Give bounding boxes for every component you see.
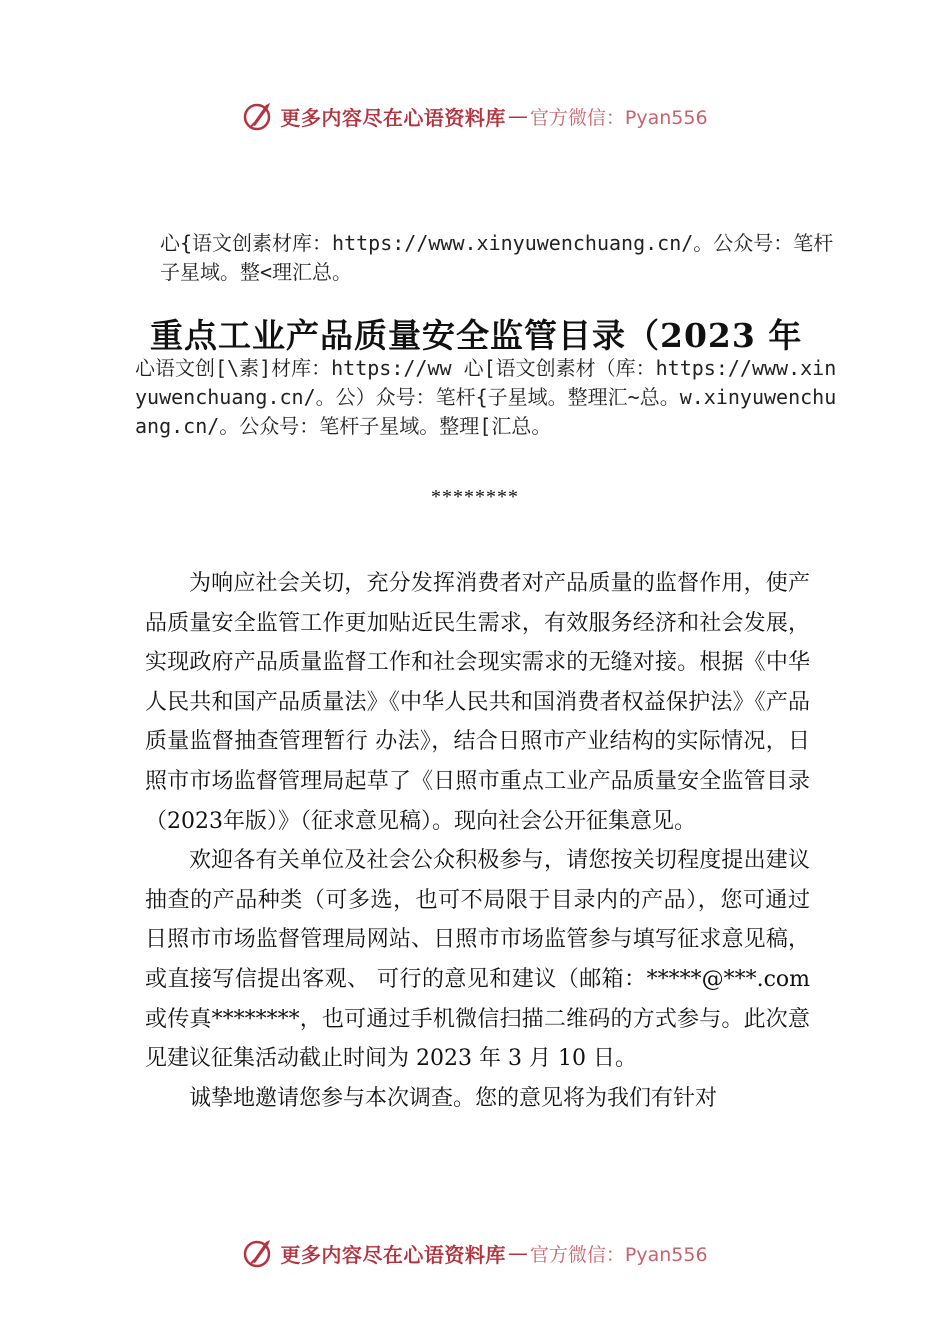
banner-wechat: 官方微信：Pyan556 bbox=[529, 106, 708, 129]
watermark-line-2: 心语文创[\素]材库：https://ww 心[语文创素材（库：https://www.xinyuwenchuang.cn/。公）众号：笔杆{子星域。整理汇~总。w.xinyuwenchuang.cn/。公众号：笔杆子星域。整理[汇总。 bbox=[135, 356, 837, 438]
document-title: 重点工业产品质量安全监管目录（2023 年 bbox=[150, 316, 803, 355]
quill-logo-icon bbox=[242, 99, 276, 133]
watermark-line-1: 心{语文创素材库：https://www.xinyuwenchuang.cn/。公众号：笔杆子星域。整<理汇总。 bbox=[160, 231, 834, 284]
banner-text: 更多内容尽在心语资料库 bbox=[280, 1242, 506, 1267]
banner-dash: — bbox=[507, 104, 528, 128]
paragraph: 欢迎各有关单位及社会公众积极参与，请您按关切程度提出建议抽查的产品种类（可多选，也可不局限于目录内的产品），您可通过日照市市场监督管理局网站、日照市市场监管参与填写征求意见稿，或直接写信提出客观、 可行的意见和建议（邮箱：*****@***.com 或传真********，也可通过手机微信扫描二维码的方式参与。此次意见建议征集活动截止时间为 2023 年 3 月 10 日。 bbox=[145, 848, 810, 1072]
quill-logo-icon bbox=[242, 1236, 276, 1270]
document-body bbox=[145, 564, 810, 1118]
banner-text: 更多内容尽在心语资料库 bbox=[280, 105, 506, 130]
footer-banner bbox=[0, 1233, 950, 1273]
paragraph: 诚挚地邀请您参与本次调查。您的意见将为我们有针对 bbox=[189, 1085, 718, 1111]
separator: ******** bbox=[431, 486, 519, 508]
banner-dash: — bbox=[507, 1241, 528, 1265]
paragraph: 为响应社会关切，充分发挥消费者对产品质量的监督作用，使产品质量安全监管工作更加贴近民生需求，有效服务经济和社会发展，实现政府产品质量监督工作和社会现实需求的无缝对接。根据《中华人民共和国产品质量法》《中华人民共和国消费者权益保护法》《产品质量监督抽查管理暂行 办法》，结合日照市产业结构的实际情况，日照市市场监督管理局起草了《日照市重点工业产品质量安全监管目录（2023年版）》（征求意见稿）。现向社会公开征集意见。 bbox=[145, 571, 810, 834]
header-banner bbox=[0, 96, 950, 136]
banner-wechat: 官方微信：Pyan556 bbox=[529, 1243, 708, 1266]
